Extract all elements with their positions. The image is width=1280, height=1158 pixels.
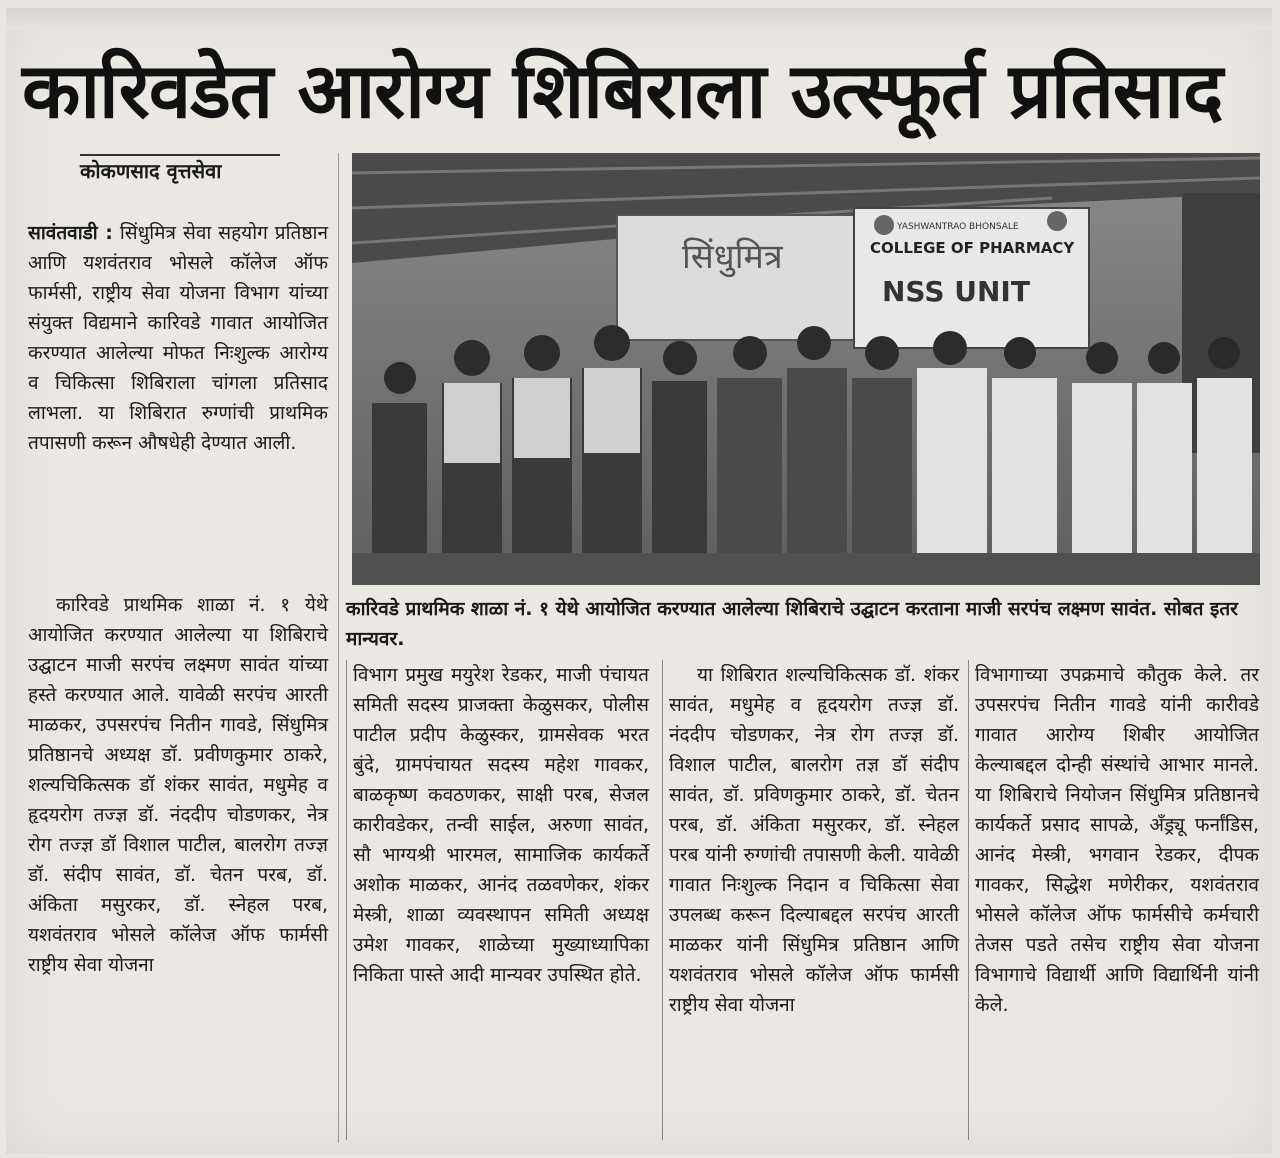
intro-paragraph — [28, 218, 328, 588]
column-3-text — [662, 660, 959, 1140]
banner-unit: NSS UNIT — [882, 275, 1030, 308]
column-2-paragraph: विभाग प्रमुख मयुरेश रेडकर, माजी पंचायत समिती सदस्य प्राजक्ता केळुसकर, पोलीस पाटील प्रदीप केळुस्कर, ग्रामसेवक भरत बुंदे, ग्रामपंचायत सदस्य महेश गावकर, बाळकृष्ण कवठणकर, साक्षी परब, सेजल कारीवडेकर, तन्वी साईल, अरुणा सावंत, सौ भाग्यश्री भारमल, सामाजिक कार्यकर्ते अशोक माळकर, आनंद तळवणेकर, शंकर मेस्त्री, शाळा व्यवस्थापन समिती अध्यक्ष उमेश गावकर, शाळेच्या मुख्याध्यापिका निकिता पास्ते आदी मान्यवर उपस्थित होते. — [353, 664, 649, 986]
headline: कारिवडेत आरोग्य शिबिराला उत्स्फूर्त प्रतिसाद — [22, 46, 1223, 135]
event-photo — [352, 153, 1260, 585]
column-1-paragraph: कारिवडे प्राथमिक शाळा नं. १ येथे आयोजित करण्यात आलेल्या या शिबिराचे उद्घाटन माजी सरपंच लक्ष्मण सावंत यांच्या हस्ते करण्यात आले. यावेळी सरपंच आरती माळकर, उपसरपंच नितीन गावडे, सिंधुमित्र प्रतिष्ठानचे अध्यक्ष डॉ. प्रवीणकुमार ठाकरे, शल्यचिकित्सक डॉ शंकर सावंत, मधुमेह व हृदयरोग तज्ज्ञ डॉ. नंददीप चोडणकर, नेत्र रोग तज्ज्ञ डॉ विशाल पाटील, बालरोग तज्ज्ञ डॉ. संदीप सावंत, डॉ. चेतन परब, डॉ. अंकिता मसुरकर, डॉ. स्नेहल परब, यशवंतराव भोसले कॉलेज ऑफ फार्मसी राष्ट्रीय सेवा योजना — [28, 594, 328, 976]
banner-college: COLLEGE OF PHARMACY — [870, 239, 1075, 257]
byline: कोकणसाद वृत्तसेवा — [80, 154, 280, 186]
column-2-text — [346, 660, 649, 1140]
column-1-text — [28, 590, 328, 1140]
previous-article-strip — [6, 8, 1272, 30]
column-4-text — [968, 660, 1259, 1140]
photo-caption: कारिवडे प्राथमिक शाळा नं. १ येथे आयोजित करण्यात आलेल्या शिबिराचे उद्घाटन करताना माजी सरपंच लक्ष्मण सावंत. सोबत इतर मान्यवर. — [346, 598, 1238, 650]
banner-left-text: सिंधुमित्र — [682, 237, 783, 277]
banner-right-top: YASHWANTRAO BHONSALE — [897, 222, 1019, 232]
column-divider — [338, 153, 339, 1143]
newspaper-clipping — [6, 8, 1272, 1154]
column-3-paragraph: या शिबिरात शल्यचिकित्सक डॉ. शंकर सावंत, मधुमेह व हृदयरोग तज्ज्ञ डॉ. नंददीप चोडणकर, नेत्र रोग तज्ज्ञ डॉ. विशाल पाटील, बालरोग तज्ञ डॉ संदीप सावंत, डॉ. प्रविणकुमार ठाकरे, डॉ. चेतन परब, डॉ. अंकिता मसुरकर, डॉ. स्नेहल परब यांनी रुग्णांची तपासणी केली. यावेळी गावात निःशुल्क निदान व चिकित्सा सेवा उपलब्ध करून दिल्याबद्दल सरपंच आरती माळकर यांनी सिंधुमित्र प्रतिष्ठान आणि यशवंतराव भोसले कॉलेज ऑफ फार्मसी राष्ट्रीय सेवा योजना — [669, 664, 959, 1016]
event-photo-graphic — [352, 153, 1260, 585]
column-4-paragraph: विभागाच्या उपक्रमाचे कौतुक केले. तर उपसरपंच नितीन गावडे यांनी कारीवडे गावात आरोग्य शिबीर आयोजित केल्याबद्दल दोन्ही संस्थांचे आभार मानले. या शिबिराचे नियोजन सिंधुमित्र प्रतिष्ठानचे कार्यकर्ते प्रसाद सापळे, अँड्र्यू फर्नांडिस, आनंद मेस्त्री, भगवान रेडकर, दीपक गावकर, सिद्धेश मणेरीकर, यशवंतराव भोसले कॉलेज ऑफ फार्मसीचे कर्मचारी तेजस पडते तसेच राष्ट्रीय सेवा योजना विभागाचे विद्यार्थी आणि विद्यार्थिनी यांनी केले. — [975, 664, 1259, 1016]
intro-text: सिंधुमित्र सेवा सहयोग प्रतिष्ठान आणि यशवंतराव भोसले कॉलेज ऑफ फार्मसी, राष्ट्रीय सेवा योजना विभाग यांच्या संयुक्त विद्यमाने कारिवडे गावात आयोजित करण्यात आलेल्या मोफत निःशुल्क आरोग्य व चिकित्सा शिबिराला चांगला प्रतिसाद लाभला. या शिबिरात रुग्णांची प्राथमिक तपासणी करून औषधेही देण्यात आली. — [28, 222, 328, 454]
dateline-place: सावंतवाडी : — [28, 222, 113, 244]
